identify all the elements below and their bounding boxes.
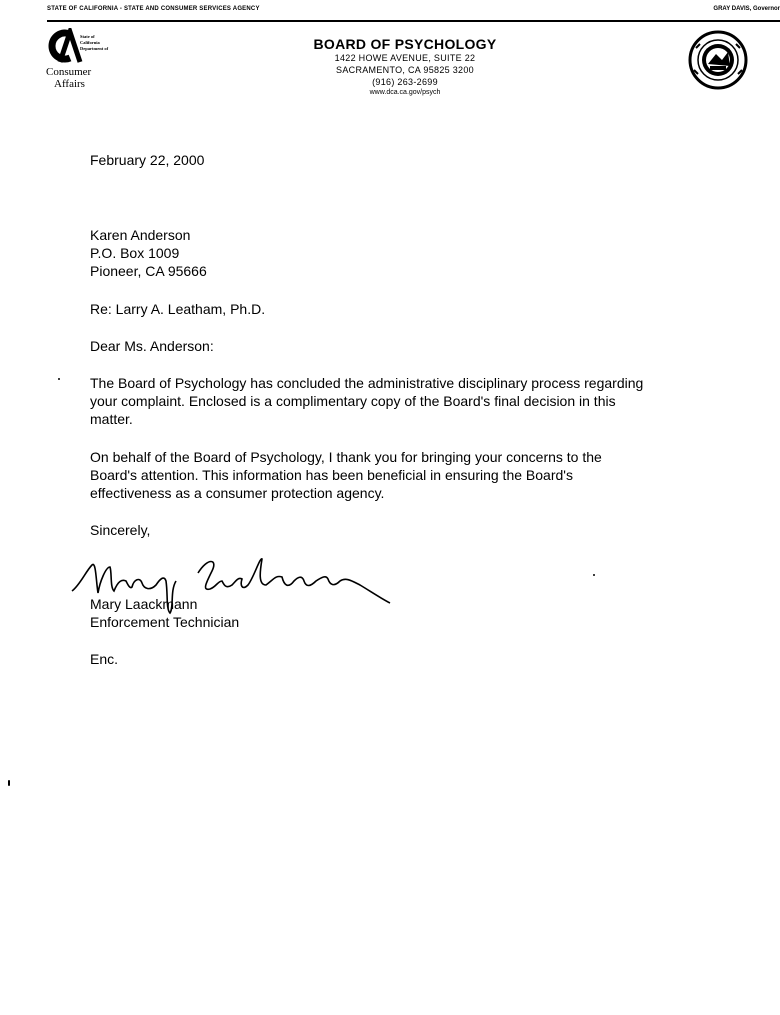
state-seal-icon <box>686 30 750 90</box>
closing: Sincerely, <box>90 522 151 538</box>
signer-title: Enforcement Technician <box>90 614 240 630</box>
body-paragraph-1: The Board of Psychology has concluded the administrative disciplinary process regarding your complaint. Enclosed is a complimentary copy of the Board's final decision in this matter. <box>90 375 644 427</box>
dca-logo-text: Consumer Affairs <box>46 66 92 90</box>
scan-speck <box>593 574 595 576</box>
letterhead <box>240 36 570 98</box>
dca-logo-small-text: State of California Department of <box>80 34 109 51</box>
enclosure-note: Enc. <box>90 651 119 667</box>
dca-logo <box>46 28 136 92</box>
board-website: www.dca.ca.gov/psych <box>369 89 441 96</box>
board-address-line2: SACRAMENTO, CA 95825 3200 <box>336 65 474 75</box>
signer-name: Mary Laackmann <box>90 596 198 612</box>
subject-line: Re: Larry A. Leatham, Ph.D. <box>90 301 266 317</box>
agency-header-bar <box>47 4 780 22</box>
agency-name: STATE OF CALIFORNIA - STATE AND CONSUMER SERVICES AGENCY <box>47 6 260 12</box>
recipient-address-line1: P.O. Box 1009 <box>90 245 180 261</box>
signer-block <box>90 595 239 631</box>
recipient-address-line2: Pioneer, CA 95666 <box>90 263 207 279</box>
salutation: Dear Ms. Anderson: <box>90 338 214 354</box>
governor-name: GRAY DAVIS, Governor <box>713 6 780 12</box>
board-name: BOARD OF PSYCHOLOGY <box>313 36 497 52</box>
board-address-line1: 1422 HOWE AVENUE, SUITE 22 <box>334 53 476 63</box>
scan-speck <box>8 780 10 786</box>
letter-date: February 22, 2000 <box>90 152 205 168</box>
scan-speck <box>58 378 60 380</box>
recipient-name: Karen Anderson <box>90 227 191 243</box>
recipient-address <box>90 226 207 280</box>
board-phone: (916) 263-2699 <box>372 77 438 87</box>
body-paragraph-2: On behalf of the Board of Psychology, I thank you for bringing your concerns to the Board's attention. This information has been beneficial in ensuring the Board's effectiveness as a consumer protection agency. <box>90 449 602 501</box>
